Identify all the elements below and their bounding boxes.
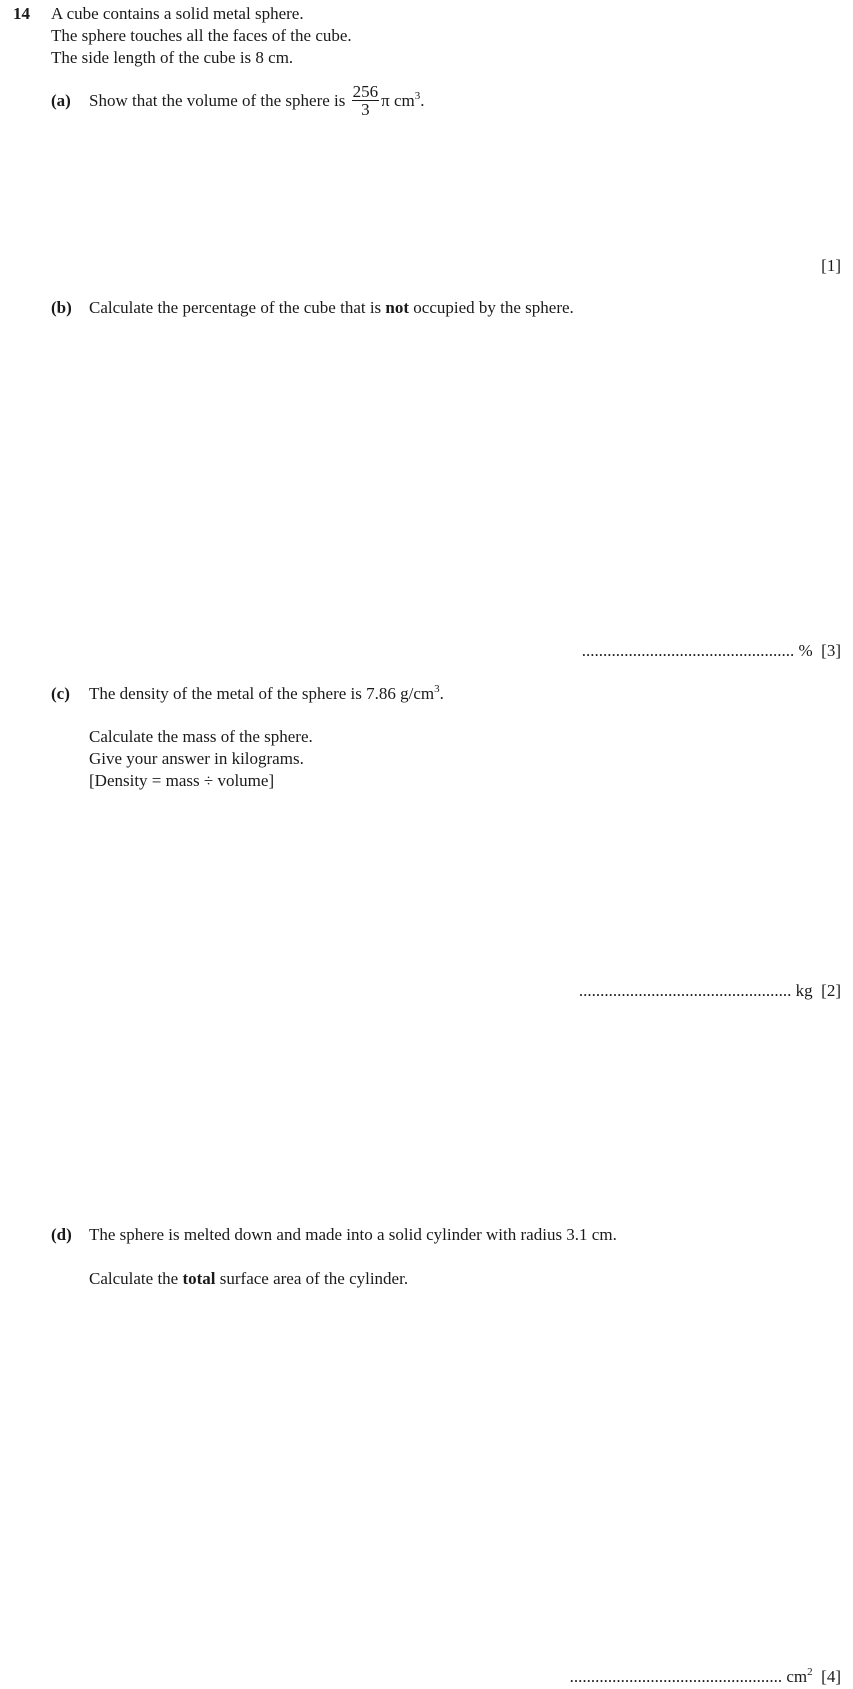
part-a-question (89, 82, 424, 120)
part-d-bold-word: total (182, 1269, 216, 1288)
part-d-marks: [4] (821, 1667, 841, 1686)
part-d-answer-line (570, 1667, 841, 1687)
part-d-unit-sup: 2 (807, 1666, 813, 1678)
part-b-bold-word: not (385, 298, 410, 317)
part-a-label: (a) (51, 91, 71, 110)
part-d-text: The sphere is melted down and made into a solid cylinder with radius 3.1 cm. (89, 1225, 617, 1244)
stem-line-2: The sphere touches all the faces of the cube. (51, 26, 352, 45)
part-c-text: The density of the metal of the sphere is 7.86 g/cm (89, 684, 435, 703)
part-c-answer-line (579, 981, 841, 1001)
question-number: 14 (13, 4, 30, 23)
part-b-label: (b) (51, 298, 72, 317)
part-a-unit-sup: 3 (414, 90, 421, 102)
part-a-marks: [1] (821, 256, 841, 275)
part-b-unit: % (798, 641, 813, 660)
part-a-unit: π cm (381, 91, 415, 110)
part-c-unit: kg (795, 981, 813, 1000)
stem-line-3: The side length of the cube is 8 cm. (51, 48, 294, 67)
part-c-line-2: Give your answer in kilograms. (89, 749, 304, 768)
part-d-instr-end: surface area of the cylinder. (219, 1269, 409, 1288)
part-c-question (89, 684, 444, 704)
part-d-unit: cm (786, 1667, 808, 1686)
part-c-sup: 3 (434, 683, 440, 695)
part-b-text-end: occupied by the sphere. (413, 298, 574, 317)
fraction-numerator: 256 (352, 81, 379, 101)
part-c-answer-dots[interactable]: .................................................. (578, 981, 792, 1000)
part-c-marks: [2] (821, 981, 841, 1000)
volume-fraction (352, 83, 380, 118)
part-c-label: (c) (51, 684, 70, 703)
part-c-line-1: Calculate the mass of the sphere. (89, 727, 313, 746)
part-a-end: . (420, 91, 425, 110)
part-c-end: . (439, 684, 444, 703)
part-b-text: Calculate the percentage of the cube that is (89, 298, 382, 317)
part-b-question (89, 298, 574, 318)
part-d-answer-dots[interactable]: .................................................. (569, 1667, 783, 1686)
part-b-answer-line (582, 641, 841, 661)
part-b-marks: [3] (821, 641, 841, 660)
part-a-text: Show that the volume of the sphere is (89, 91, 346, 110)
fraction-denominator: 3 (361, 99, 370, 119)
part-d-label: (d) (51, 1225, 72, 1244)
stem-line-1: A cube contains a solid metal sphere. (51, 4, 304, 23)
part-d-instr-start: Calculate the (89, 1269, 179, 1288)
part-d-instruction (89, 1269, 408, 1289)
part-c-line-3: [Density = mass ÷ volume] (89, 771, 275, 790)
part-b-answer-dots[interactable]: .................................................. (581, 641, 795, 660)
